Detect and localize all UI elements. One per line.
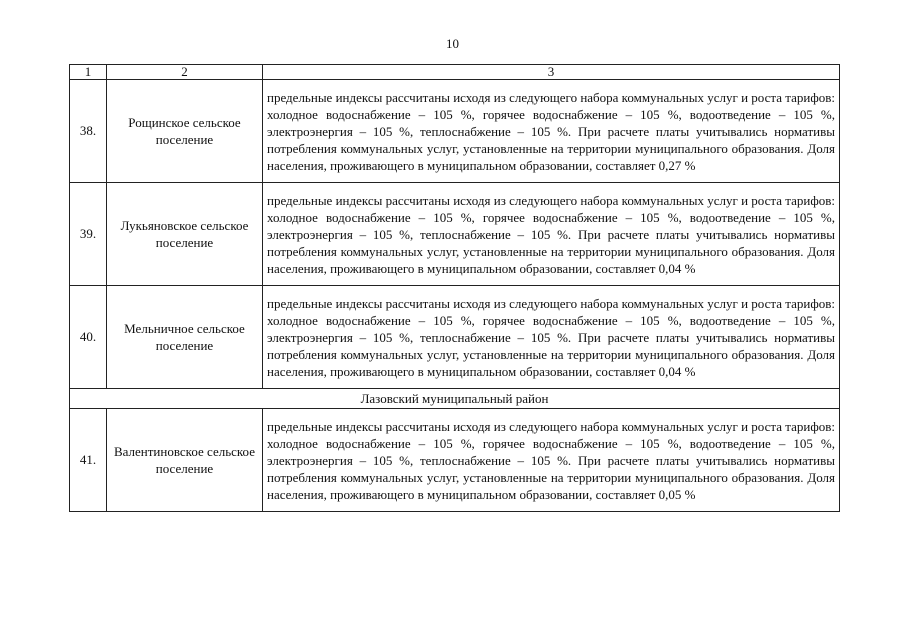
region-row <box>70 389 840 409</box>
table-header-row <box>70 65 840 80</box>
page-number: 10 <box>446 36 459 51</box>
municipality-name: Лукьяновское сельское поселение <box>107 183 263 286</box>
municipality-name: Мельничное сельское поселение <box>107 286 263 389</box>
row-number: 39. <box>70 183 107 286</box>
header-col-2: 2 <box>107 65 263 80</box>
row-number: 38. <box>70 80 107 183</box>
row-description: предельные индексы рассчитаны исходя из следующего набора коммунальных услуг и роста тарифов: холодное водоснабжение – 105 %, горячее водоснабжение – 105 %, водоотведение – 105 %, электроэнергия – 105 %, теплоснабжение – 105 %. При расчете платы учитывались нормативы потребления коммунальных услуг, установленные на территории муниципального образования. Доля населения, проживающего в муниципальном образовании, составляет 0,05 % <box>263 409 840 512</box>
header-col-1: 1 <box>70 65 107 80</box>
row-description: предельные индексы рассчитаны исходя из следующего набора коммунальных услуг и роста тарифов: холодное водоснабжение – 105 %, горячее водоснабжение – 105 %, водоотведение – 105 %, электроэнергия – 105 %, теплоснабжение – 105 %. При расчете платы учитывались нормативы потребления коммунальных услуг, установленные на территории муниципального образования. Доля населения, проживающего в муниципальном образовании, составляет 0,04 % <box>263 183 840 286</box>
header-col-3: 3 <box>263 65 840 80</box>
municipality-name: Валентиновское сельское поселение <box>107 409 263 512</box>
table-row <box>70 286 840 389</box>
table-row <box>70 409 840 512</box>
table-row <box>70 80 840 183</box>
row-number: 40. <box>70 286 107 389</box>
row-description: предельные индексы рассчитаны исходя из следующего набора коммунальных услуг и роста тарифов: холодное водоснабжение – 105 %, горячее водоснабжение – 105 %, водоотведение – 105 %, электроэнергия – 105 %, теплоснабжение – 105 %. При расчете платы учитывались нормативы потребления коммунальных услуг, установленные на территории муниципального образования. Доля населения, проживающего в муниципальном образовании, составляет 0,27 % <box>263 80 840 183</box>
tariff-index-table <box>69 64 840 512</box>
row-description: предельные индексы рассчитаны исходя из следующего набора коммунальных услуг и роста тарифов: холодное водоснабжение – 105 %, горячее водоснабжение – 105 %, водоотведение – 105 %, электроэнергия – 105 %, теплоснабжение – 105 %. При расчете платы учитывались нормативы потребления коммунальных услуг, установленные на территории муниципального образования. Доля населения, проживающего в муниципальном образовании, составляет 0,04 % <box>263 286 840 389</box>
municipality-name: Рощинское сельское поселение <box>107 80 263 183</box>
table-row <box>70 183 840 286</box>
region-name: Лазовский муниципальный район <box>70 389 840 409</box>
row-number: 41. <box>70 409 107 512</box>
